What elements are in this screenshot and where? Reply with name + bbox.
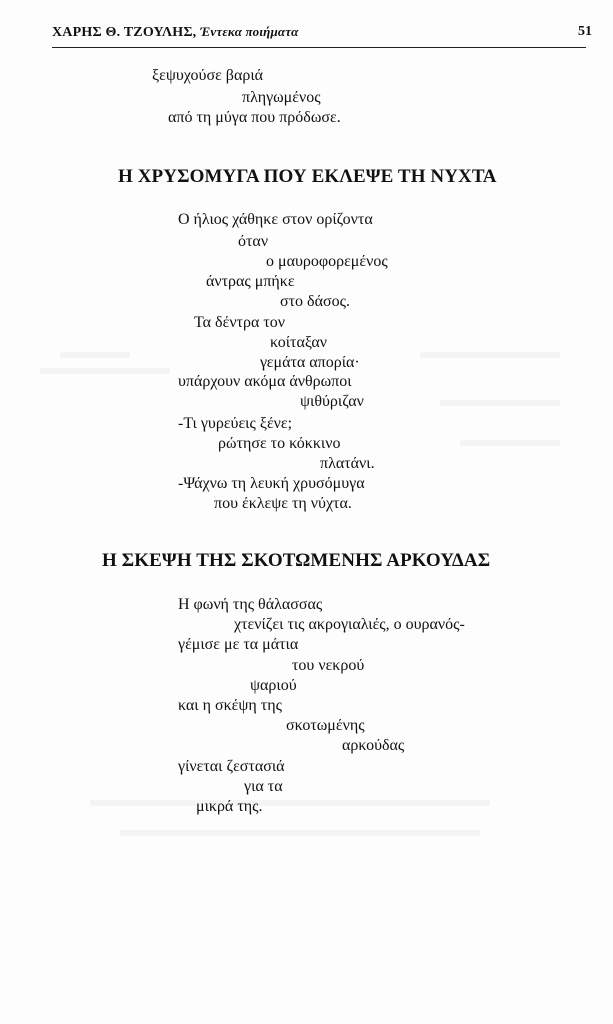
verse-line: υπάρχουν ακόμα άνθρωποι	[178, 373, 352, 390]
bleed-through-mark	[40, 368, 170, 374]
verse-line: Η φωνή της θάλασσας	[178, 596, 323, 613]
author-name: ΧΑΡΗΣ Θ. ΤΖΟΥΛΗΣ,	[52, 25, 197, 40]
page-number: 51	[578, 24, 592, 39]
verse-line: ψιθύριζαν	[300, 393, 364, 410]
bleed-through-mark	[420, 352, 560, 358]
verse-line: -Ψάχνω τη λευκή χρυσόμυγα	[178, 475, 365, 492]
verse-line: γεμάτα απορία·	[260, 354, 360, 371]
verse-line: γέμισε με τα μάτια	[178, 636, 299, 653]
bleed-through-mark	[60, 352, 130, 358]
verse-line: μικρά της.	[196, 798, 263, 815]
running-header	[52, 24, 592, 48]
verse-line: χτενίζει τις ακρογιαλιές, ο ουρανός-	[234, 616, 465, 633]
verse-line: στο δάσος.	[280, 293, 350, 310]
verse-line: πληγωμένος	[242, 89, 321, 106]
book-title: Έντεκα ποιήματα	[200, 24, 299, 39]
verse-line: ψαριού	[250, 677, 297, 694]
header-author	[52, 24, 299, 41]
verse-line: Τα δέντρα τον	[194, 314, 286, 331]
verse-line: ρώτησε το κόκκινο	[218, 435, 341, 452]
bleed-through-mark	[440, 400, 560, 406]
verse-line: πλατάνι.	[320, 455, 375, 472]
verse-line: για τα	[244, 778, 283, 795]
verse-line: όταν	[238, 233, 269, 250]
header-rule	[52, 47, 586, 48]
verse-line: -Τι γυρεύεις ξένε;	[178, 415, 293, 432]
bleed-through-mark	[90, 800, 490, 806]
verse-line: του νεκρού	[292, 657, 365, 674]
verse-line: που έκλεψε τη νύχτα.	[214, 495, 352, 512]
verse-line: άντρας μπήκε	[206, 273, 295, 290]
verse-line: σκοτωμένης	[286, 717, 365, 734]
bleed-through-mark	[460, 440, 560, 446]
verse-line: και η σκέψη της	[178, 697, 282, 714]
bleed-through-mark	[120, 830, 480, 836]
verse-line: ξεψυχούσε βαριά	[152, 67, 263, 84]
verse-line: από τη μύγα που πρόδωσε.	[168, 109, 341, 126]
verse-line: γίνεται ζεστασιά	[178, 758, 285, 775]
verse-line: Ο ήλιος χάθηκε στον ορίζοντα	[178, 211, 373, 228]
verse-line: κοίταξαν	[270, 334, 327, 351]
poem-title: Η ΧΡΥΣΟΜΥΓΑ ΠΟΥ ΕΚΛΕΨΕ ΤΗ ΝΥΧΤΑ	[118, 166, 497, 187]
poem-title: Η ΣΚΕΨΗ ΤΗΣ ΣΚΟΤΩΜΕΝΗΣ ΑΡΚΟΥΔΑΣ	[102, 550, 491, 571]
verse-line: ο μαυροφορεμένος	[266, 253, 388, 270]
verse-line: αρκούδας	[342, 737, 405, 754]
